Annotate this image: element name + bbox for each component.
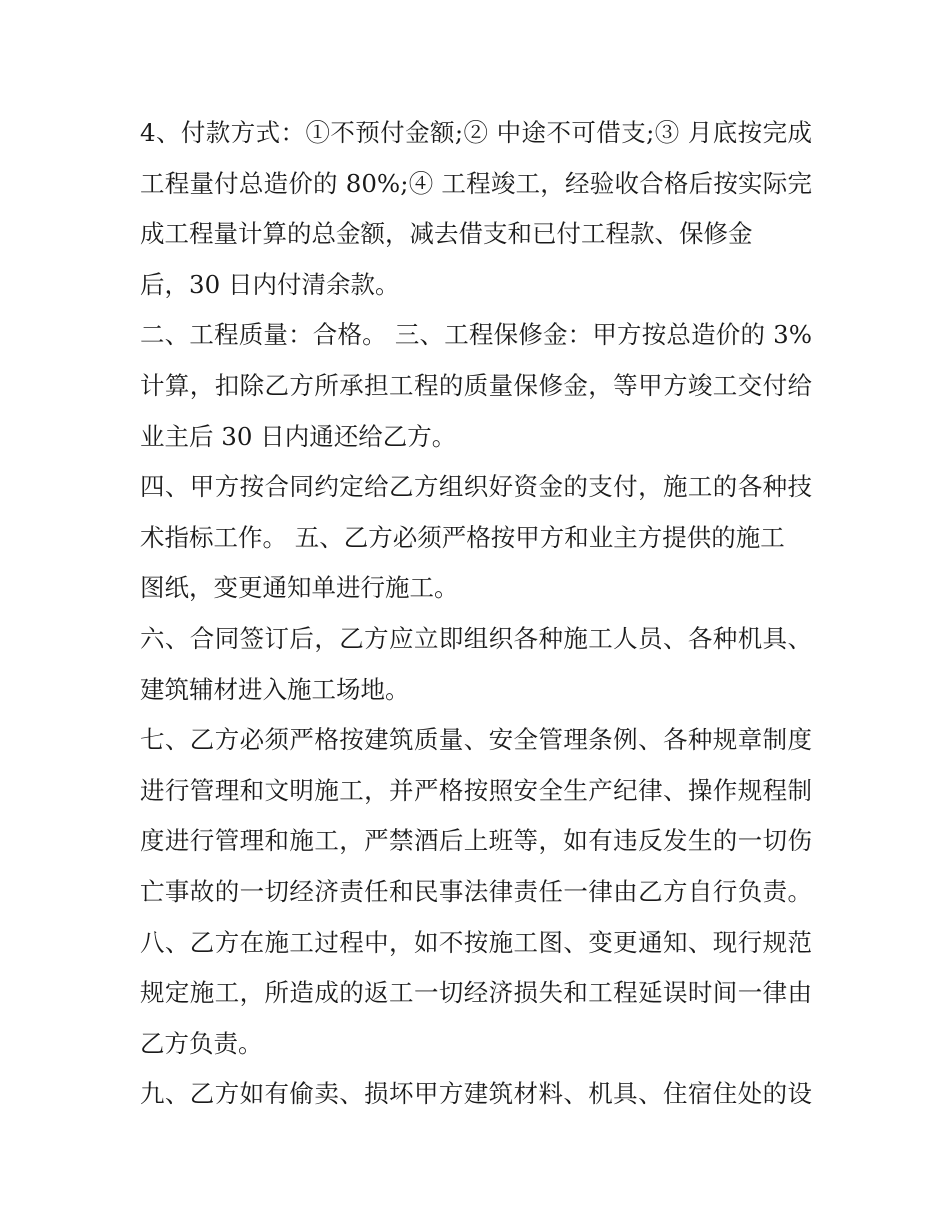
text-line-8: 四、甲方按合同约定给乙方组织好资金的支付，施工的各种技 (140, 472, 812, 502)
text-line-9: 术指标工作。 五、乙方必须严格按甲方和业主方提供的施工 (140, 522, 785, 552)
text-line-10: 图纸，变更通知单进行施工。 (140, 573, 459, 603)
text-line-15: 度进行管理和施工，严禁酒后上班等，如有违反发生的一切伤 (140, 826, 812, 856)
text-line-18: 规定施工，所造成的返工一切经济损失和工程延误时间一律由 (140, 978, 812, 1008)
text-line-19: 乙方负责。 (140, 1028, 263, 1058)
text-line-13: 七、乙方必须严格按建筑质量、安全管理条例、各种规章制度 (140, 725, 812, 755)
text-line-14: 进行管理和文明施工，并严格按照安全生产纪律、操作规程制 (140, 775, 812, 805)
text-line-17: 八、乙方在施工过程中，如不按施工图、变更通知、现行规范 (140, 927, 812, 957)
text-line-7: 业主后 30 日内通还给乙方。 (140, 421, 457, 451)
text-line-5: 二、工程质量：合格。 三、工程保修金：甲方按总造价的 3% (140, 320, 812, 350)
text-line-4: 后，30 日内付清余款。 (140, 269, 400, 299)
text-line-20: 九、乙方如有偷卖、损坏甲方建筑材料、机具、住宿住处的设 (140, 1079, 812, 1109)
document-page (140, 108, 812, 1120)
text-line-11: 六、合同签订后，乙方应立即组织各种施工人员、各种机具、 (140, 623, 812, 653)
text-line-3: 成工程量计算的总金额，减去借支和已付工程款、保修金 (140, 219, 753, 249)
text-line-1: 4、付款方式：①不预付金额;② 中途不可借支;③ 月底按完成 (140, 118, 812, 147)
text-line-16: 亡事故的一切经济责任和民事法律责任一律由乙方自行负责。 (140, 876, 812, 906)
text-line-6: 计算，扣除乙方所承担工程的质量保修金，等甲方竣工交付给 (140, 370, 812, 400)
text-line-12: 建筑辅材进入施工场地。 (140, 674, 410, 704)
text-line-2: 工程量付总造价的 80%;④ 工程竣工，经验收合格后按实际完 (140, 168, 812, 198)
